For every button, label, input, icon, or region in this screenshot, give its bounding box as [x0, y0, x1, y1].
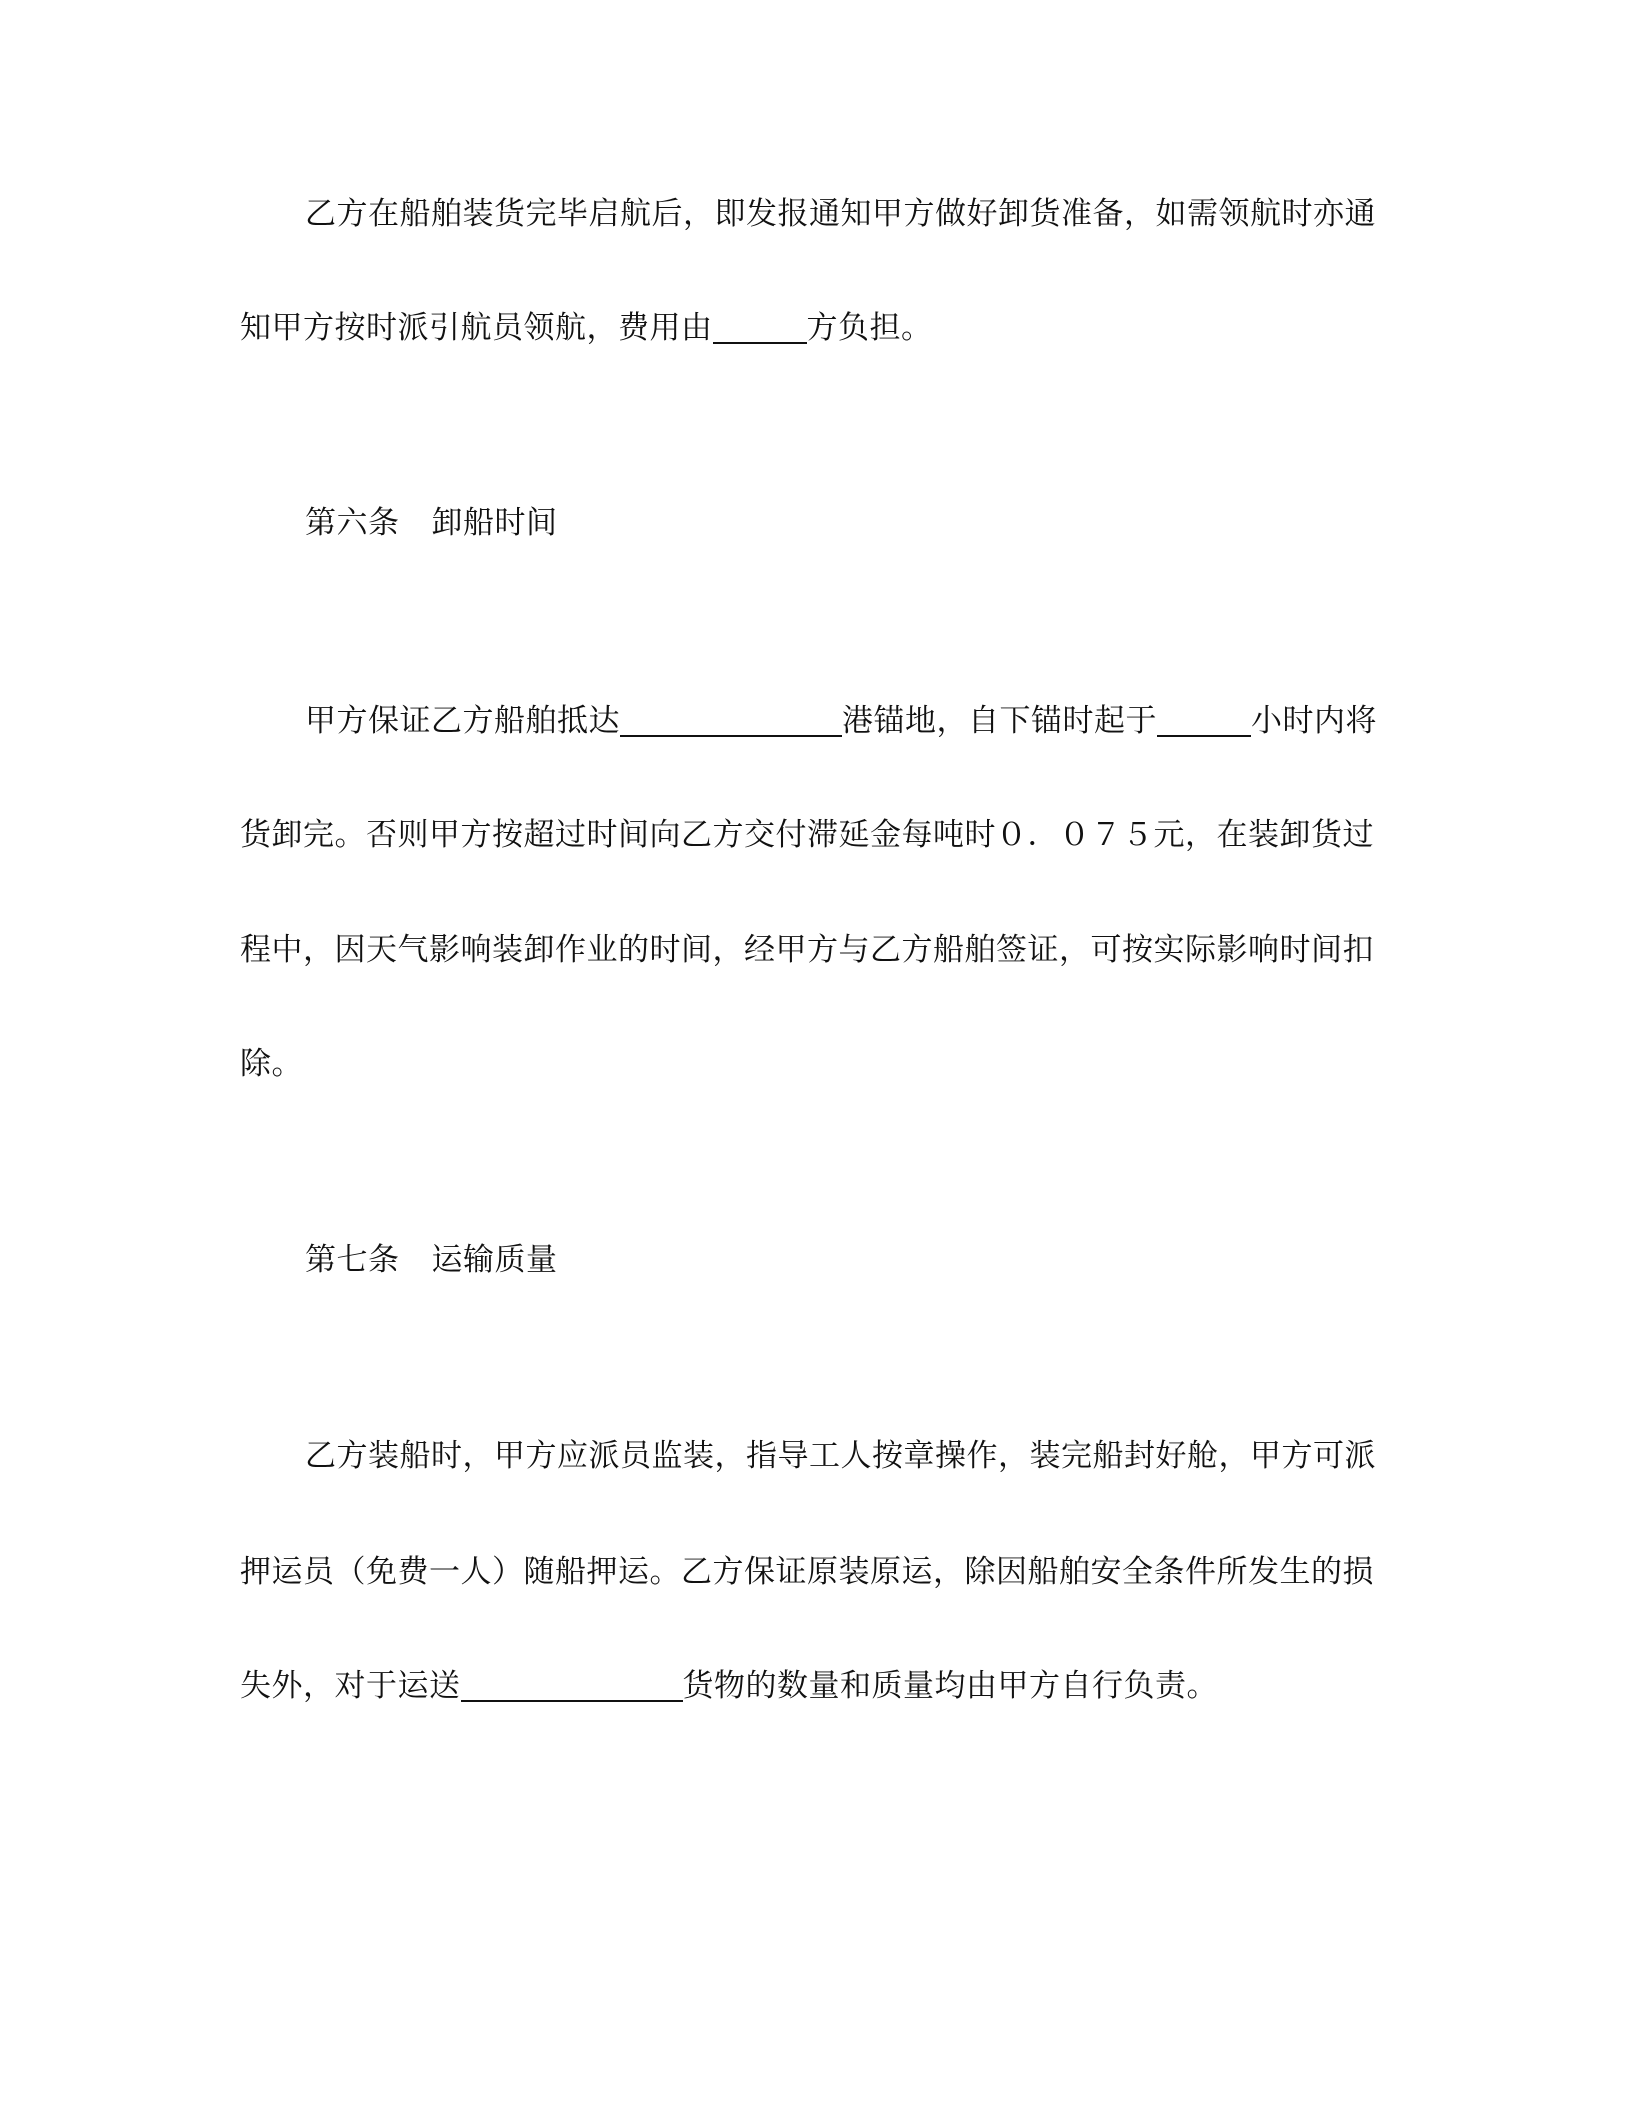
- text: 方负担。: [806, 310, 933, 346]
- article-title: 运输质量: [431, 1242, 558, 1278]
- paragraph-3-line-3: [240, 1666, 1218, 1706]
- paragraph-3-line-2: [240, 1552, 1374, 1592]
- text: 失外，对于运送: [240, 1668, 461, 1704]
- fill-in-blank[interactable]: [1157, 703, 1251, 737]
- text: 小时内将: [1251, 703, 1377, 739]
- text: 货卸完。否则甲方按超过时间向乙方交付滞延金每吨时０．０７５元，在装卸货过: [240, 817, 1374, 853]
- text: 押运员（免费一人）随船押运。乙方保证原装原运，除因船舶安全条件所发生的损: [240, 1554, 1374, 1590]
- paragraph-2-line-3: [240, 930, 1374, 970]
- fill-in-blank[interactable]: [620, 703, 842, 737]
- article-title: 卸船时间: [431, 505, 558, 541]
- paragraph-1-line-2: [240, 308, 933, 348]
- article-number: 第六条: [305, 505, 400, 541]
- paragraph-3-line-1: [305, 1436, 1376, 1476]
- article-6-heading: [305, 503, 558, 543]
- text: 港锚地，自下锚时起于: [842, 703, 1157, 739]
- paragraph-2-line-1: [305, 701, 1377, 741]
- article-7-heading: [305, 1240, 558, 1280]
- fill-in-blank[interactable]: [461, 1668, 683, 1702]
- text: 除。: [240, 1046, 303, 1082]
- paragraph-2-line-2: [240, 815, 1374, 855]
- text: 乙方装船时，甲方应派员监装，指导工人按章操作，装完船封好舱，甲方可派: [305, 1438, 1376, 1474]
- text: 甲方保证乙方船舶抵达: [305, 703, 620, 739]
- text: 货物的数量和质量均由甲方自行负责。: [682, 1668, 1218, 1704]
- text: 知甲方按时派引航员领航，费用由: [240, 310, 713, 346]
- text: 乙方在船舶装货完毕启航后，即发报通知甲方做好卸货准备，如需领航时亦通: [305, 196, 1376, 232]
- paragraph-2-line-4: [240, 1044, 303, 1084]
- paragraph-1-line-1: [305, 194, 1376, 234]
- text: 程中，因天气影响装卸作业的时间，经甲方与乙方船舶签证，可按实际影响时间扣: [240, 932, 1374, 968]
- article-number: 第七条: [305, 1242, 400, 1278]
- fill-in-blank[interactable]: [713, 310, 807, 344]
